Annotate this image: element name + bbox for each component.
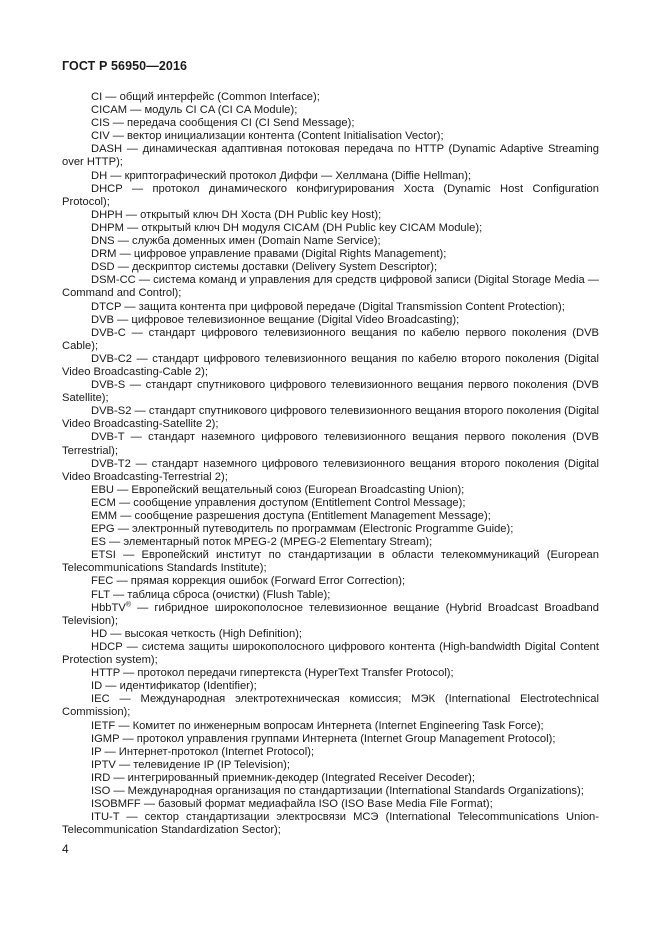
abbreviation-entry: DSM-CC — система команд и управления для средств цифровой записи (Digital Storage Media — Command and Control);	[62, 274, 599, 300]
abbreviation-entry: HD — высокая четкость (High Definition);	[91, 627, 303, 640]
abbreviation-entry: CI — общий интерфейс (Common Interface);	[91, 91, 320, 103]
abbreviation-entry: DHPH — открытый ключ DH Хоста (DH Public key Host);	[91, 208, 382, 221]
abbreviation-entry: HTTP — протокол передачи гипертекста (HyperText Transfer Protocol);	[91, 667, 454, 680]
abbreviation-entry: IP — Интернет-протокол (Internet Protocol);	[91, 745, 315, 758]
abbreviation-entry: DTCP — защита контента при цифровой передаче (Digital Transmission Content Protection);	[91, 300, 565, 313]
abbreviation-entry: DVB-S — стандарт спутникового цифрового телевизионного вещания первого поколения (DVB Satellite);	[62, 379, 599, 405]
abbreviation-entry: HbbTV® — гибридное широкополосное телевизионное вещание (Hybrid Broadcast Broadband Television);	[62, 600, 599, 627]
abbreviation-entry: DHPM — открытый ключ DH модуля CICAM (DH Public key CICAM Module);	[91, 221, 483, 234]
abbreviation-entry: ITU-T — сектор стандартизации электросвязи МСЭ (International Telecommunications Union-Telecommunication Standardization Sector);	[62, 811, 599, 837]
abbreviation-entry: DVB-T — стандарт наземного цифрового телевизионного вещания первого поколения (DVB Terrestrial);	[62, 431, 599, 457]
abbreviation-entry: DVB — цифровое телевизионное вещание (Digital Video Broadcasting);	[91, 313, 460, 326]
abbreviation-entry: EBU — Европейский вещательный союз (European Broadcasting Union);	[91, 483, 465, 496]
abbreviation-entry: ISO — Международная организация по стандартизации (International Standards Organizations);	[91, 784, 584, 797]
abbreviation-entry: CIS — передача сообщения CI (CI Send Message);	[91, 117, 355, 130]
abbreviation-entry: ETSI — Европейский институт по стандартизации в области телекоммуникаций (European Telecommunications Standards Institute);	[62, 549, 599, 575]
abbreviation-entry: DRM — цифровое управление правами (Digital Rights Management);	[91, 248, 447, 261]
abbreviation-entry: DHCP — протокол динамического конфигурирования Хоста (Dynamic Host Configuration Protocol);	[62, 182, 599, 208]
abbreviation-entry: HDCP — система защиты широкополосного цифрового контента (High-bandwidth Digital Content Protection system);	[62, 640, 599, 667]
abbreviation-entry: CIV — вектор инициализации контента (Content Initialisation Vector);	[91, 130, 444, 143]
abbreviation-entry: DH — криптографический протокол Диффи — Хеллмана (Diffie Hellman);	[91, 169, 472, 182]
abbreviation-entry: ES — элементарный поток MPEG-2 (MPEG-2 Elementary Stream);	[91, 536, 433, 549]
abbreviation-entry: ECM — сообщение управления доступом (Entitlement Control Message);	[91, 496, 466, 509]
abbreviation-entry: DASH — динамическая адаптивная потоковая передача по HTTP (Dynamic Adaptive Streaming over HTTP);	[62, 143, 599, 169]
abbreviation-entry: IETF — Комитет по инженерным вопросам Интернета (Internet Engineering Task Force);	[91, 719, 544, 732]
abbreviation-entry: DVB-C2 — стандарт цифрового телевизионного вещания по кабелю второго поколения (Digital Video Broadcasting-Cable 2);	[62, 352, 599, 378]
abbreviation-entry: CICAM — модуль CI CA (CI CA Module);	[91, 104, 298, 117]
abbreviation-entry: ISOBMFF — базовый формат медиафайла ISO (ISO Base Media File Format);	[91, 798, 493, 811]
abbreviation-entry: DVB-C — стандарт цифрового телевизионного вещания по кабелю первого поколения (DVB Cable);	[62, 326, 599, 352]
abbreviation-entry: DSD — дескриптор системы доставки (Delivery System Descriptor);	[91, 261, 438, 274]
abbreviation-entry: FEC — прямая коррекция ошибок (Forward Error Correction);	[91, 575, 406, 588]
abbreviation-entry: DVB-T2 — стандарт наземного цифрового телевизионного вещания второго поколения (Digital Video Broadcasting-Terrestrial 2);	[62, 457, 599, 483]
abbreviation-entry: DNS — служба доменных имен (Domain Name Service);	[91, 235, 381, 248]
abbreviation-entry: IRD — интегрированный приемник-декодер (Integrated Receiver Decoder);	[91, 771, 476, 784]
abbreviation-entry: ID — идентификатор (Identifier);	[91, 680, 257, 693]
abbreviations-list	[62, 91, 599, 837]
abbreviation-entry: EPG — электронный путеводитель по программам (Electronic Programme Guide);	[91, 523, 514, 536]
document-header: ГОСТ Р 56950—2016	[62, 59, 188, 73]
abbreviation-entry: DVB-S2 — стандарт спутникового цифрового телевизионного вещания второго поколения (Digital Video Broadcasting-Satellite 2);	[62, 405, 599, 431]
abbreviation-entry: IEC — Международная электротехническая комиссия; МЭК (International Electrotechnical Commission);	[62, 693, 599, 719]
page-number: 4	[62, 842, 69, 856]
abbreviation-entry: FLT — таблица сброса (очистки) (Flush Table);	[91, 588, 331, 601]
abbreviation-entry: IGMP — протокол управления группами Интернета (Internet Group Management Protocol);	[91, 732, 556, 745]
abbreviation-entry: EMM — сообщение разрешения доступа (Entitlement Management Message);	[91, 510, 491, 522]
abbreviation-entry: IPTV — телевидение IP (IP Television);	[91, 758, 291, 771]
